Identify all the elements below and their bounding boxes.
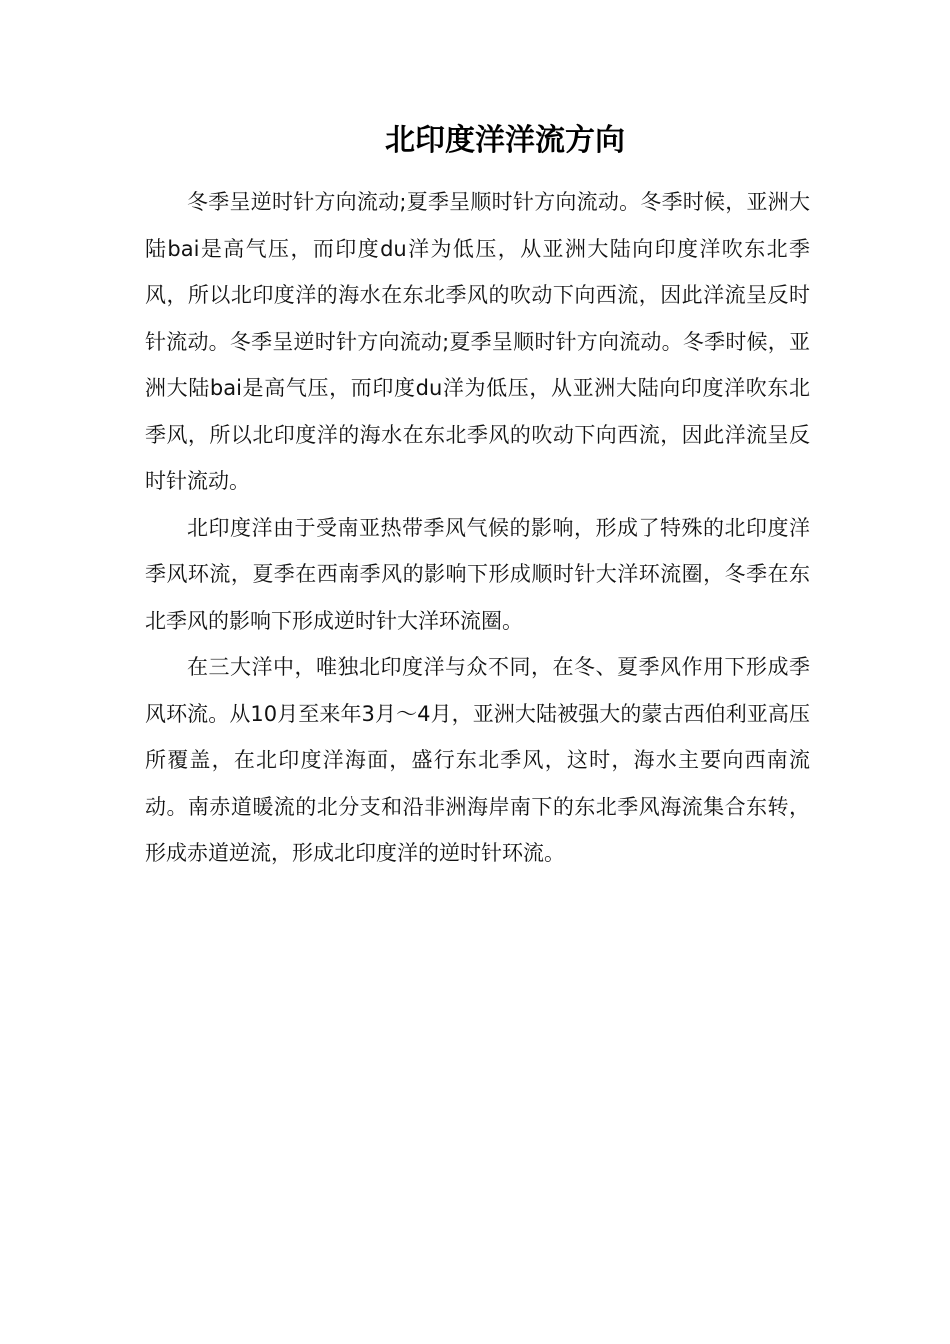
document-title: 北印度洋洋流方向 (385, 123, 625, 158)
paragraph-1: 冬季呈逆时针方向流动;夏季呈顺时针方向流动。冬季时候，亚洲大陆bai是高气压，而印度du洋为低压，从亚洲大陆向印度洋吹东北季风，所以北印度洋的海水在东北季风的吹动下向西流，因此洋流呈反时针流动。冬季呈逆时针方向流动;夏季呈顺时针方向流动。冬季时候，亚洲大陆bai是高气压，而印度du洋为低压，从亚洲大陆向印度洋吹东北季风，所以北印度洋的海水在东北季风的吹动下向西流，因此洋流呈反时针流动。 (145, 190, 810, 493)
document-body (145, 179, 810, 877)
paragraph-2: 北印度洋由于受南亚热带季风气候的影响，形成了特殊的北印度洋季风环流，夏季在西南季风的影响下形成顺时针大洋环流圈，冬季在东北季风的影响下形成逆时针大洋环流圈。 (145, 515, 810, 633)
paragraph-3: 在三大洋中，唯独北印度洋与众不同，在冬、夏季风作用下形成季风环流。从10月至来年3月～4月，亚洲大陆被强大的蒙古西伯利亚高压所覆盖，在北印度洋海面，盛行东北季风，这时，海水主要向西南流动。南赤道暖流的北分支和沿非洲海岸南下的东北季风海流集合东转，形成赤道逆流，形成北印度洋的逆时针环流。 (145, 655, 810, 865)
